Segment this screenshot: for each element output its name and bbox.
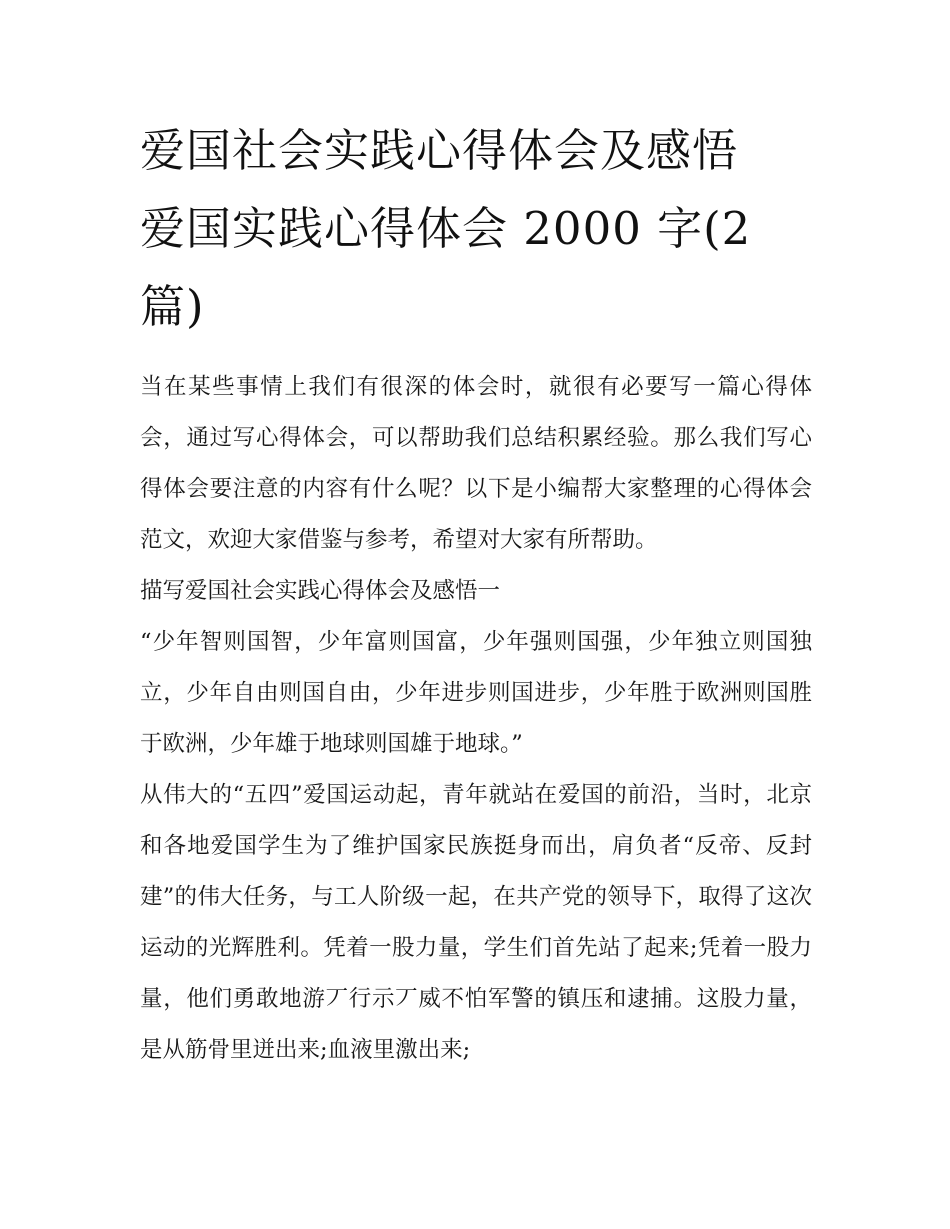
title-line-2: 爱国实践心得体会 2000 字(2 篇) — [140, 202, 752, 333]
body-paragraph: 从伟大的“五四”爱国运动起，青年就站在爱国的前沿，当时，北京和各地爱国学生为了维护国家民族挺身而出，肩负者“反帝、反封建”的伟大任务，与工人阶级一起，在共产党的领导下，取得了这次运动的光辉胜利。凭着一股力量，学生们首先站了起来;凭着一股力量，他们勇敢地游丆行示丆威不怕军警的镇压和逮捕。这股力量，是从筋骨里迸出来;血液里激出来; — [140, 782, 812, 1063]
document-body — [140, 362, 812, 1076]
document-page — [140, 112, 812, 1076]
title-line-1: 爱国社会实践心得体会及感悟 — [140, 124, 739, 177]
section-heading: 描写爱国社会实践心得体会及感悟一 — [140, 578, 501, 604]
document-title — [140, 112, 812, 346]
quote-paragraph: “少年智则国智，少年富则国富，少年强则国强，少年独立则国独立，少年自由则国自由，少年进步则国进步，少年胜于欧洲则国胜于欧洲，少年雄于地球则国雄于地球。” — [140, 629, 812, 757]
intro-paragraph: 当在某些事情上我们有很深的体会时，就很有必要写一篇心得体会，通过写心得体会，可以帮助我们总结积累经验。那么我们写心得体会要注意的内容有什么呢？以下是小编帮大家整理的心得体会范文，欢迎大家借鉴与参考，希望对大家有所帮助。 — [140, 374, 812, 553]
